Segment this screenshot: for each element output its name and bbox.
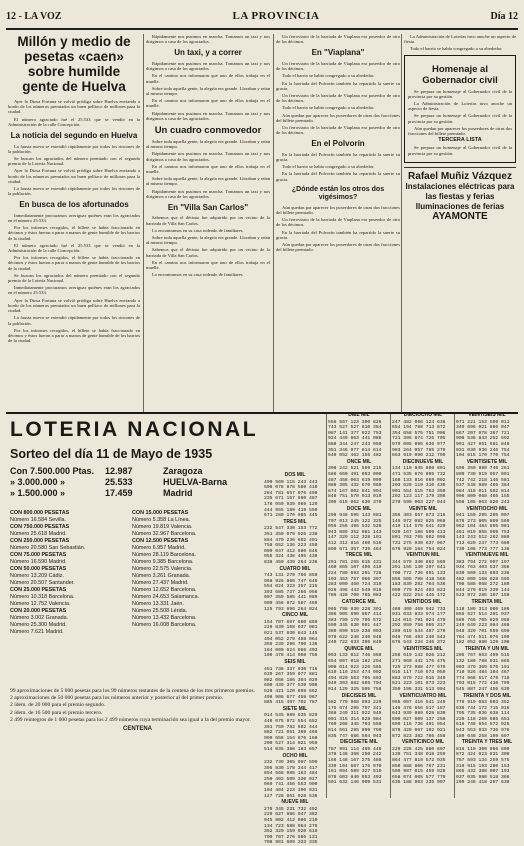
prize-group-heading: CON 75.000 PESETAS	[10, 552, 67, 558]
number-block: 229 226 425 880 607 139 751 348 018 259 864 477 819 572 935 850 888 806 767 231 509 987 015 459 928 658 074 005 577 770 635 188 963 235 907	[392, 746, 446, 786]
number-table-1	[264, 472, 326, 846]
number-block: 247 482 066 124 636 654 194 788 713 872 354 658 575 751 906 721 396 874 725 705 979 005 095 636 977 983 264 057 785 279 663 919 096 212 799	[392, 419, 446, 459]
number-table-4	[456, 412, 518, 798]
number-block: 232 547 330 153 772 351 350 079 926 238 884 470 236 602 401 758 652 136 223 450 090 047 412 680 646 955 324 438 495 438 838 450 439 264 236	[264, 526, 318, 565]
prize-place: HUELVA-Barna	[163, 477, 228, 487]
tercera-lista: TERCERA LISTA	[438, 137, 482, 144]
column-4	[404, 34, 516, 408]
prize-line: Número 6.957 Madrid.	[132, 545, 186, 551]
subhead-polvorin: En el Polvorín	[311, 139, 365, 149]
prize-line: Número 7.621 Madrid.	[10, 629, 64, 635]
prize-amount: » 1.500.000 »	[10, 488, 66, 498]
story-paragraph: La Administración de Loterías tuvo anoche un aspecto de fiesta.	[404, 34, 516, 45]
story-paragraph: La fausta nueva se extendió rápidamente por todos los rincones de la población.	[8, 315, 140, 326]
number-block: 308 242 521 569 215 586 660 491 093 000 487 458 003 619 099 088 305 432 670 960 874 167 002 841 994 848 751 570 913 019 309 615 062 630 370	[328, 466, 382, 505]
table-section-heading: DIECIOCHO MIL	[403, 412, 443, 418]
story-paragraph: Sabemos que el décimo fue adquirido por un vecino de la barriada de Villa San Carlos.	[146, 247, 270, 258]
story-paragraph: Ayer la Diosa Fortuna se volvió pródiga sobre Huelva enviando a bordo de los números premiados un buen pellizco de millones para la ciudad.	[8, 99, 140, 115]
prize-line: Número 5.358 La Línea.	[132, 517, 191, 523]
prize-group-heading: CON 750.000 PESETAS	[10, 524, 70, 530]
subhead-afortunados: En busca de los afortunados	[19, 200, 129, 210]
table-section-heading: DIECISIETE MIL	[340, 739, 378, 746]
column-divider	[273, 34, 274, 412]
masthead-left: 12 - LA VOZ	[6, 10, 62, 22]
number-block: 941 150 295 205 007 678 273 805 809 560 962 104 484 895 981 461 019 855 909 753 143 243 512 262 880 713 629 237 773 660 730 108 773 777 136	[456, 513, 510, 552]
table-section-heading: DOCE MIL	[346, 505, 372, 512]
table-section-heading: TREINTA Y TRES MIL	[461, 739, 513, 746]
prize-group-heading: CON 12.500 PESETAS	[132, 538, 189, 544]
prize-row	[10, 477, 265, 488]
masthead-title: LA PROVINCIA	[232, 10, 320, 22]
table-section-heading: VEINTIUN MIL	[406, 552, 440, 559]
number-block: 298 948 595 143 681 707 013 245 122 325 056 256 496 532 528 943 089 352 081 143 147 329 112 328 101 412 312 816 460 516 890 671 357 739 464	[328, 513, 382, 552]
prize-line: Número 9.385 Barcelona.	[132, 559, 194, 565]
subhead-segundo: La noticia del segundo en Huelva	[10, 131, 138, 141]
story-paragraph: En el camino nos informaron que uno de ellos trabaja en el muelle.	[146, 259, 270, 271]
table-section-heading: VEINTE MIL	[408, 505, 438, 512]
story-paragraph: Rápidamente nos pusimos en marcha. Tomamos un taxi y nos dirigimos a casa de los agraciados.	[146, 110, 270, 121]
column-3	[276, 34, 400, 408]
prize-place: Zaragoza	[163, 466, 203, 476]
story-paragraph: Ayer la Diosa Fortuna se volvió pródiga sobre Huelva enviando a bordo de los números premiados un buen pellizco de millones para la ciudad.	[8, 297, 140, 314]
number-block: 490 560 115 243 443 506 078 878 589 410 284 781 657 076 498 235 671 157 560 487 176 050 939 969 120 444 955 189 419 550 671 280 170 985 445	[264, 479, 318, 519]
table-section-heading: TREINTA MIL	[471, 599, 503, 605]
story-paragraph: Rápidamente nos pusimos en marcha. Tomamos un taxi y nos dirigimos a casa de los agraciados.	[146, 60, 270, 72]
number-block: 232 739 305 907 599 395 830 178 344 417 894 568 085 163 484 250 402 509 330 027 060 741 456 553 900 104 404 223 390 031 127 728 851 028 536	[264, 760, 318, 799]
story-paragraph: Aún quedan por aparecer los poseedores de otras dos fracciones del billete premiado.	[276, 204, 400, 216]
table-section-heading: VEINTITRES MIL	[403, 645, 443, 652]
prize-group-heading: CON 800.000 PESETAS	[10, 510, 70, 516]
table-section-heading: OCHO MIL	[282, 752, 308, 759]
number-block: 776 919 083 803 352 636 744 172 715 016 795 735 036 638 114 220 118 269 985 651 616 748 654 572 925 543 553 933 736 976 189 648 258 109 697	[456, 700, 510, 739]
table-section-heading: TRECE MIL	[345, 552, 373, 559]
story-paragraph: Por los informes recogidos, el billete se había fraccionado en décimos y éstos fueron a parar a manos de gente humilde de los barrios de la ciudad.	[8, 225, 140, 241]
story-paragraph: Un ferroviario de la barriada de Viaplana era poseedor de otro de los décimos.	[276, 124, 400, 136]
number-block: 356 403 657 873 216 145 972 082 825 068 419 114 579 641 429 920 167 186 509 413 801 763 795 692 098 731 275 930 637 967 676 929 184 754 024	[392, 513, 446, 552]
subhead-cuadro: Un cuadro conmovedor	[154, 124, 262, 136]
table-section-heading: VEINTISEIS MIL	[468, 412, 506, 418]
prize-line: Número 25.508 Lérida.	[132, 608, 188, 614]
prize-line: Número 25.300 Madrid.	[10, 622, 67, 628]
prize-line: Número 3.261 Granada.	[132, 573, 191, 579]
prize-line: Número 25.618 Madrid.	[10, 531, 67, 537]
prize-group-heading: CON 15.000 PESETAS	[132, 510, 189, 516]
note-line: 2 499 reintegros de 1 000 pesetas para los 2 499 números cuya terminación sea igual a la del premio mayor.	[10, 716, 251, 723]
prize-line: Número 16.590 Madrid.	[10, 559, 67, 565]
ad-line: Instalaciones eléctricas para las fiestas y ferias	[405, 181, 515, 201]
note-line: 99 aproximaciones de 5 000 pesetas para los 99 números restantes de la centena de los tres primeros premios.	[10, 688, 255, 694]
table-section-heading: DIECISEIS MIL	[341, 692, 377, 699]
note-line: 2 ídem. de 16 500 para el premio tercero.	[10, 709, 103, 716]
prize-line: Número 16.584 Sevilla.	[10, 517, 67, 523]
homenaje-title: Homenaje al Gobernador civil	[422, 63, 498, 86]
story-paragraph: Sobre toda aquella gente, la alegría era grande. Lloraban y reían al mismo tiempo.	[146, 235, 270, 246]
table-section-heading: DIEZ MIL	[348, 412, 370, 418]
story-paragraph: En la barriada del Polvorín también ha repartido la suerte su gracia.	[276, 229, 400, 240]
story-paragraph: Todo el barrio se había congregado a su alrededor.	[282, 164, 375, 170]
prize-place: Madrid	[163, 488, 193, 498]
prize-row	[10, 466, 265, 477]
note-line: 2 ídem. de 20 000 para el premio segundo.	[10, 702, 106, 709]
masthead-date: Día 12	[490, 10, 518, 22]
table-section-heading: VEINTICINCO MIL	[401, 739, 445, 746]
table-section-heading: NUEVE MIL	[281, 799, 309, 806]
prize-line: Número 20.507 Santander.	[10, 580, 75, 586]
story-paragraph: En el camino nos informaron que uno de ellos trabaja en el muelle.	[146, 163, 270, 174]
prize-group-heading: CON 50.000 PESETAS	[10, 566, 67, 572]
story-paragraph: Inmediatamente procuramos averiguar quiénes eran los agraciados en el número 25.533.	[8, 285, 140, 296]
prize-line: Número 13.209 Cádiz.	[10, 573, 64, 579]
prize-notes	[10, 688, 265, 735]
number-block: 451 738 337 930 716 639 267 359 077 881 082 068 186 304 029 600 439 377 539 906 528 421 120 898 662 498 906 677 458 967 885 415 497 702 787	[264, 666, 318, 706]
prize-amount: Con 7.500.000 Ptas.	[10, 466, 95, 476]
box-paragraph: Se prepara un homenaje al Gobernador civil de la provincia por su gestión.	[408, 113, 512, 124]
number-block: 154 707 697 660 869 229 830 168 037 081 021 537 830 843 145 494 052 279 488 064 355 230 296 790 136 164 000 624 086 403 109 478 414 008 756	[264, 619, 318, 659]
number-block: 556 567 123 390 826 743 527 527 610 384 087 141 377 922 753 924 449 863 441 086 888 344 247 243 050 351 346 977 814 614 540 052 462 156 482	[328, 419, 382, 459]
prize-number: 17.459	[105, 488, 133, 498]
loteria-subtitle: Sorteo del día 11 de Mayo de 1935	[10, 447, 213, 461]
number-block: 134 119 845 808 801 471 535 676 095 732 160 133 816 669 002 203 620 119 310 430 901 554 515 763 350 292 123 117 179 398 270 590 003 227 944	[392, 466, 446, 505]
number-table-2	[328, 412, 390, 786]
table-divider	[326, 414, 327, 798]
prize-group-heading: CON 25.000 PESETAS	[10, 587, 67, 593]
story-paragraph: Aún quedan por aparecer los poseedores de otras dos fracciones del billete premiado.	[276, 242, 400, 253]
subhead-taxi: Un taxi, y a correr	[174, 48, 242, 58]
table-section-heading: SEIS MIL	[284, 659, 306, 665]
story-paragraph: Sobre toda aquella gente, la alegría era grande. Lloraban y reían al mismo tiempo.	[146, 138, 270, 150]
story-paragraph: En el camino nos informaron que uno de ellos trabaja en el muelle.	[146, 73, 270, 84]
box-paragraph: Se prepara un homenaje al Gobernador civil de la provincia por su gestión.	[408, 88, 512, 99]
prize-line: Número 20.580 San Sebastián.	[10, 545, 86, 551]
number-block: 965 007 416 541 249 148 476 656 517 187 643 939 089 628 830 600 027 609 137 258 690 116 736 491 954 878 429 067 102 921 872 823 382 786 458	[392, 700, 446, 739]
prize-line: Número 32.967 Barcelona.	[132, 531, 197, 537]
number-block: 816 110 300 066 609 872 424 023 831 308 767 593 134 259 575 319 915 193 280 153 865 432 388 007 193 037 035 980 518 366 209 246 418 297 638	[456, 746, 510, 786]
number-block: 696 350 880 746 261 809 739 919 957 091 742 742 218 146 581 537 548 889 465 364 084 418 011 582 814 906 800 068 465 155 598 105 063 820 243	[456, 466, 510, 505]
homenaje-box	[404, 55, 516, 163]
table-section-heading: SIETE MIL	[282, 705, 308, 712]
prize-number: 25.533	[105, 477, 133, 487]
column-divider	[401, 34, 402, 412]
table-section-heading: CINCO MIL	[281, 612, 309, 619]
prize-line: Número 28.119 Barcelona.	[132, 552, 197, 558]
subhead-viaplana: En "Viaplana"	[311, 48, 365, 58]
prize-line: Número 24.653 Salamanca.	[132, 594, 200, 600]
note-line: 2 aproximaciones de 50 000 pesetas para los números anterior y posterior al del primer premio.	[10, 695, 224, 702]
story-paragraph: La fausta nueva se extendió rápidamente por todos los rincones de la población.	[8, 143, 140, 154]
prize-line: Número 22.575 Valencia.	[132, 566, 193, 572]
story-paragraph: Sobre toda aquella gente, la alegría era grande. Lloraban y reían al mismo tiempo.	[146, 85, 270, 96]
table-section-heading: VEINTIDOS MIL	[404, 599, 442, 605]
number-block: 071 221 153 509 011 340 696 021 886 047 667 207 978 367 721 908 536 843 252 592 991 427 951 581 849 031 030 936 246 754 104 015 170 770 754	[456, 419, 510, 459]
number-block: 582 770 968 893 229 175 674 295 797 341 388 249 311 922 949 001 315 314 828 984 760 208 345 703 558 814 561 295 809 750 835 747 686 594 043	[328, 700, 382, 739]
loteria-title: LOTERIA NACIONAL	[10, 418, 259, 441]
story-paragraph: Todo el barrio se había congregado a su alrededor.	[282, 105, 375, 111]
main-prizes	[10, 466, 265, 499]
story-paragraph: Rápidamente nos pusimos en marcha. Tomamos un taxi y nos dirigimos a casa de los agraciados.	[146, 34, 270, 45]
subhead-villa: En "Villa San Carlos"	[167, 202, 249, 212]
secondary-prizes-left	[10, 510, 130, 636]
table-section-heading: TREINTA Y UN MIL	[464, 645, 510, 652]
prize-number: 12.987	[105, 466, 133, 476]
column-1	[8, 34, 140, 408]
prize-line: Número 13.331 Jaén.	[132, 601, 184, 607]
number-block: 344 579 340 862 569 291 155 140 297 641 708 772 736 691 133 856 505 798 418 566 183 839 292 704 536 099 779 924 403 823 422 622 254 445 172	[392, 559, 446, 599]
story-paragraph: Todo el barrio se había congregado a su alrededor.	[282, 73, 375, 79]
prize-line: Número 3.002 Granada.	[10, 615, 69, 621]
box-paragraph: La Administración de Loterías tuvo anoche un aspecto de fiesta.	[408, 101, 512, 112]
main-headline: Millón y medio de pesetas «caen» sobre humilde gente de Huelva	[17, 34, 131, 94]
box-paragraph: Se prepara un homenaje al Gobernador civil de la provincia por su gestión.	[408, 145, 512, 156]
story-paragraph: Rápidamente nos pusimos en marcha. Tomamos un taxi y nos dirigimos a casa de los agraciados.	[146, 151, 270, 162]
electric-ad	[404, 167, 516, 222]
table-section-heading: TRES MIL	[283, 518, 307, 525]
prize-line: Número 27.437 Madrid.	[132, 580, 189, 586]
story-paragraph: Se buscan los agraciados del número premiado con el segundo premio de la Lotería Nacional.	[8, 272, 140, 284]
story-paragraph: En la barriada del Polvorín también ha repartido la suerte su gracia.	[276, 171, 400, 182]
number-table-3	[392, 412, 454, 798]
ad-line: Iluminaciones de ferias	[415, 201, 505, 211]
table-section-heading: DIECINUEVE MIL	[402, 458, 444, 465]
number-block: 279 345 231 732 492 229 627 886 947 382 945 802 412 086 210 134 723 588 964 276 352 320 159 920 619 790 707 276 585 131 708 961 609 333 335	[264, 806, 318, 846]
story-paragraph: La fausta nueva se extendió rápidamente por todos los rincones de la población.	[8, 185, 140, 197]
story-paragraph: Lo encontramos en su casa rodeado de familiares.	[152, 227, 244, 233]
prize-line: Número 12.652 Barcelona.	[132, 587, 197, 593]
table-divider	[390, 414, 391, 798]
prize-amount: » 3.000.000 »	[10, 477, 66, 487]
table-section-heading: VEINTINUEVE MIL	[465, 552, 509, 559]
story-paragraph: Un ferroviario de la barriada de Viaplana era poseedor de otro de los décimos.	[276, 34, 400, 45]
table-section-heading: CUATRO MIL	[279, 565, 311, 572]
table-divider	[454, 414, 455, 798]
table-section-heading: VEINTICUATRO MIL	[399, 692, 447, 699]
story-paragraph: Ayer la Diosa Fortuna se volvió pródiga sobre Huelva enviando a bordo de los números premiados un buen pellizco de millones para la ciudad.	[8, 168, 140, 184]
story-paragraph: Un ferroviario de la barriada de Viaplana era poseedor de otro de los décimos.	[276, 217, 400, 228]
story-paragraph: Rápidamente nos pusimos en marcha. Tomamos un taxi y nos dirigimos a casa de los agraciados.	[146, 188, 270, 199]
number-block: 743 131 270 766 858 968 926 860 747 640 554 024 323 357 215 393 685 737 266 956 007 359 585 441 089 990 456 872 587 469 125 793 896 264 024	[264, 573, 318, 612]
table-section-heading: ONCE MIL	[346, 458, 372, 465]
table-section-heading: TREINTA Y DOS MIL	[463, 692, 511, 699]
ad-city: AYAMONTE	[432, 210, 488, 222]
number-block: 488 409 469 942 733 931 033 833 974 177 124 015 791 024 470 292 950 756 095 317 289 619 544 487 279 046 766 493 240 543 676 543 234 246 372	[392, 606, 446, 646]
secondary-prizes-right	[132, 510, 252, 629]
story-paragraph: En el camino nos informaron que uno de ellos trabaja en el muelle.	[146, 98, 270, 109]
prize-group-heading: CON 250.000 PESETAS	[10, 538, 70, 544]
table-section-heading: DOS MIL	[284, 472, 306, 478]
number-block: 205 767 663 499 515 132 180 788 931 665 003 479 369 576 191 710 926 484 104 467 774 968 617 479 718 793 015 772 410 799 545 887 247 456 639	[456, 653, 510, 692]
column-divider	[143, 34, 144, 412]
number-block: 787 991 114 469 440 378 148 360 250 242 166 148 167 275 488 339 104 687 176 070 161 094 589 327 510 078 603 840 953 403 501 632 146 909 531	[328, 746, 382, 786]
subhead-vigesimos: ¿Dónde están los otros dos vigésimos?	[291, 185, 385, 201]
box-paragraph: Aún quedan por aparecer los poseedores de otras dos fracciones del billete premiado.	[408, 125, 512, 137]
story-paragraph: Por los informes recogidos, el billete se había fraccionado en décimos y éstos fueron a parar a manos de gente humilde de los barrios de la ciudad.	[8, 255, 140, 271]
story-paragraph: Todo el barrio se había congregado a su alrededor.	[410, 46, 503, 52]
story-paragraph: Un ferroviario de la barriada de Viaplana era poseedor de otro de los décimos.	[276, 92, 400, 104]
story-paragraph: Se buscan los agraciados del número premiado con el segundo premio de la Lotería Nacional.	[8, 155, 140, 167]
prize-line: Número 12.752 Valencia.	[10, 601, 71, 607]
number-block: 256 619 142 026 212 271 960 442 176 475 725 273 988 477 979 915 117 710 673 059 883 679 722 915 349 521 223 101 873 223 350 196 331 513 904	[392, 653, 446, 692]
story-paragraph: Por los informes recogidos, el billete se había fraccionado en décimos y éstos fueron a parar a manos de gente humilde de los barrios de la ciudad.	[8, 327, 140, 344]
number-block: 914 545 989 635 829 440 075 972 554 652 391 750 782 502 444 882 721 051 369 466 990 658 154 676 168 200 527 314 021 959 514 035 388 183 657	[264, 713, 318, 752]
story-paragraph: Inmediatamente procuramos averiguar quiénes eran los agraciados en el número 25.533.	[8, 212, 140, 224]
table-section-heading: CATORCE MIL	[341, 599, 377, 605]
number-block: 093 133 012 746 868 654 007 018 182 294 998 014 023 226 565 610 119 253 474 092 494 029 563 705 693 949 303 882 665 704 014 129 325 505 758	[328, 653, 382, 692]
prize-line: Número 13.432 Barcelona.	[132, 615, 197, 621]
number-block: 251 781 255 615 431 460 865 107 496 419 224 780 693 201 728 103 453 757 066 397 283 000 450 724 319 028 496 443 549 016 786 428 700 765 083	[328, 559, 382, 599]
table-section-heading: QUINCE MIL	[344, 645, 374, 652]
story-paragraph: Un ferroviario de la barriada de Viaplana era poseedor de otro de los décimos.	[276, 60, 400, 72]
story-paragraph: En la barriada del Polvorín también ha repartido la suerte su gracia.	[276, 151, 400, 163]
story-paragraph: Sobre toda aquella gente, la alegría era grande. Lloraban y reían al mismo tiempo.	[146, 176, 270, 187]
prize-line: Número 10.318 Barcelona.	[10, 594, 75, 600]
centena-label: CENTENA	[122, 726, 152, 733]
story-paragraph: Aún quedan por aparecer los poseedores de otras dos fracciones del billete premiado.	[276, 112, 400, 123]
number-block: 383 794 272 907 197 934 763 403 537 366 830 500 133 893 238 482 009 168 828 595 708 588 068 272 180 844 279 019 339 144 523 972 285 107 158	[456, 559, 510, 599]
story-paragraph: Sabemos que el décimo fue adquirido por un vecino de la barriada de Villa San Carlos.	[146, 215, 270, 226]
story-paragraph: En la barriada del Polvorín también ha repartido la suerte su gracia.	[276, 80, 400, 91]
column-2	[146, 34, 270, 408]
story-paragraph: Lo encontramos en su casa rodeado de familiares.	[152, 272, 244, 278]
prize-line: Número 16.008 Barcelona.	[132, 622, 197, 628]
prize-line: Número 19.819 Valencia.	[132, 524, 193, 530]
masthead	[6, 4, 518, 30]
prize-row	[10, 488, 265, 499]
prize-group-heading: CON 20.000 PESETAS	[10, 608, 67, 614]
table-section-heading: VEINTIOCHO MIL	[466, 505, 508, 512]
number-block: 965 798 930 228 301 386 905 690 867 414 383 790 170 795 572 590 345 630 091 447 380 090 519 238 003 978 622 248 240 948 240 722 633 396 840	[328, 606, 382, 646]
story-paragraph: El número agraciado fué el 25.533 que se vendió en la Administración de la calle Concepción.	[8, 116, 140, 127]
ad-name: Rafael Muñiz Vázquez	[408, 170, 512, 182]
table-section-heading: VEINTISIETE MIL	[466, 458, 508, 465]
number-block: 118 189 313 060 186 855 527 514 201 937 589 766 705 829 968 249 649 223 984 468 948 329 701 559 699 764 474 511 076 109 182 052 880 129 108	[456, 606, 510, 646]
story-paragraph: El número agraciado fué el 25.533 que se vendió en la Administración de la calle Concepción.	[8, 242, 140, 254]
